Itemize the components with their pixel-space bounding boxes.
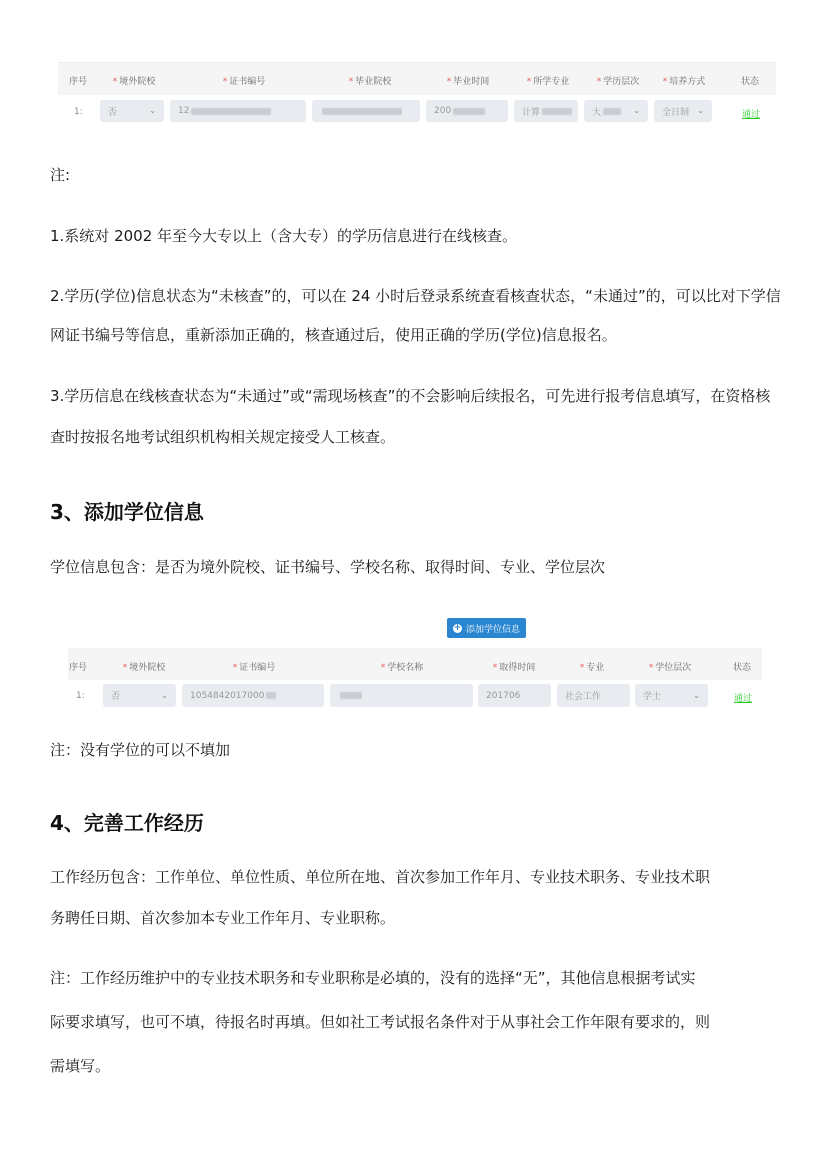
note-item-1: 1.系统对 2002 年至今大专以上（含大专）的学历信息进行在线核查。	[50, 227, 518, 245]
col-header-level: * 学位层次	[648, 663, 692, 673]
overseas-select[interactable]: 否 ⌄	[103, 684, 176, 707]
redacted-text	[542, 108, 572, 115]
degree-level-select[interactable]: 学士 ⌄	[635, 684, 708, 707]
col-header-status: 状态	[740, 77, 760, 87]
chevron-down-icon: ⌄	[633, 106, 640, 116]
col-header-grad-time: * 毕业时间	[446, 77, 490, 87]
school-input[interactable]	[330, 684, 473, 707]
section-3-description: 学位信息包含：是否为境外院校、证书编号、学校名称、取得时间、专业、学位层次	[50, 558, 606, 576]
section-4-note-line-3: 需填写。	[50, 1057, 111, 1075]
col-header-study-mode: * 培养方式	[662, 77, 706, 87]
chevron-down-icon: ⌄	[697, 106, 704, 116]
no-degree-note: 注：没有学位的可以不填加	[50, 741, 231, 759]
col-header-index: 序号	[68, 77, 88, 87]
overseas-select[interactable]: 否 ⌄	[100, 100, 164, 122]
col-header-status: 状态	[732, 663, 752, 673]
obtain-time-input[interactable]: 201706	[478, 684, 551, 707]
section-3-heading: 3、添加学位信息	[50, 500, 204, 524]
status-badge: 通过	[742, 110, 761, 120]
col-header-major: * 专业	[579, 663, 605, 673]
row-index: 1:	[74, 107, 83, 117]
redacted-text	[266, 692, 276, 699]
chevron-down-icon: ⌄	[149, 106, 156, 116]
section-4-heading: 4、完善工作经历	[50, 811, 204, 835]
redacted-text	[453, 108, 485, 115]
note-item-3-line-2: 查时按报名地考试组织机构相关规定接受人工核查。	[50, 428, 396, 446]
col-header-school: * 学校名称	[380, 663, 424, 673]
redacted-text	[322, 108, 402, 115]
section-4-desc-line-1: 工作经历包含：工作单位、单位性质、单位所在地、首次参加工作年月、专业技术职务、专业技术职	[50, 868, 711, 886]
status-badge: 通过	[734, 694, 753, 704]
redacted-text	[191, 108, 271, 115]
col-header-school: * 毕业院校	[348, 77, 392, 87]
redacted-text	[340, 692, 362, 699]
study-mode-select[interactable]: 全日制 ⌄	[654, 100, 712, 122]
section-4-desc-line-2: 务聘任日期、首次参加本专业工作年月、专业职称。	[50, 909, 396, 927]
education-table	[58, 62, 776, 130]
add-degree-label: 添加学位信息	[465, 624, 520, 635]
row-index: 1:	[76, 691, 85, 701]
note-item-2-line-1: 2.学历(学位)信息状态为“未核查”的，可以在 24 小时后登录系统查看核查状态，“未通过”的，可以比对下学信	[50, 287, 781, 305]
section-4-note-line-2: 际要求填写，也可不填，待报名时再填。但如社工考试报名条件对于从事社会工作年限有要求的，则	[50, 1013, 711, 1031]
redacted-text	[603, 108, 621, 115]
cert-no-input[interactable]: 1054842017000	[182, 684, 324, 707]
note-item-3-line-1: 3.学历信息在线核查状态为“未通过”或“需现场核查”的不会影响后续报名，可先进行报考信息填写，在资格核	[50, 387, 771, 405]
note-item-2-line-2: 网证书编号等信息，重新添加正确的，核查通过后，使用正确的学历(学位)信息报名。	[50, 326, 617, 344]
col-header-overseas: * 境外院校	[122, 663, 166, 673]
major-input[interactable]: 社会工作	[557, 684, 630, 707]
col-header-cert-no: * 证书编号	[232, 663, 276, 673]
col-header-major: * 所学专业	[526, 77, 570, 87]
plus-circle-icon: +	[453, 622, 462, 633]
level-select[interactable]: 大 ⌄	[584, 100, 648, 122]
chevron-down-icon: ⌄	[693, 690, 700, 700]
col-header-level: * 学历层次	[596, 77, 640, 87]
major-input[interactable]: 计算	[514, 100, 578, 122]
degree-table	[68, 648, 762, 714]
col-header-obtain-time: * 取得时间	[492, 663, 536, 673]
add-degree-button[interactable]	[447, 618, 526, 638]
col-header-overseas: * 境外院校	[112, 77, 156, 87]
cert-no-input[interactable]: 12	[170, 100, 306, 122]
col-header-index: 序号	[68, 663, 88, 673]
section-4-note-line-1: 注：工作经历维护中的专业技术职务和专业职称是必填的，没有的选择“无”，其他信息根据考试实	[50, 969, 696, 987]
col-header-cert-no: * 证书编号	[222, 77, 266, 87]
school-input[interactable]	[312, 100, 420, 122]
chevron-down-icon: ⌄	[161, 690, 168, 700]
note-title: 注:	[50, 166, 71, 184]
grad-time-input[interactable]: 200	[426, 100, 508, 122]
